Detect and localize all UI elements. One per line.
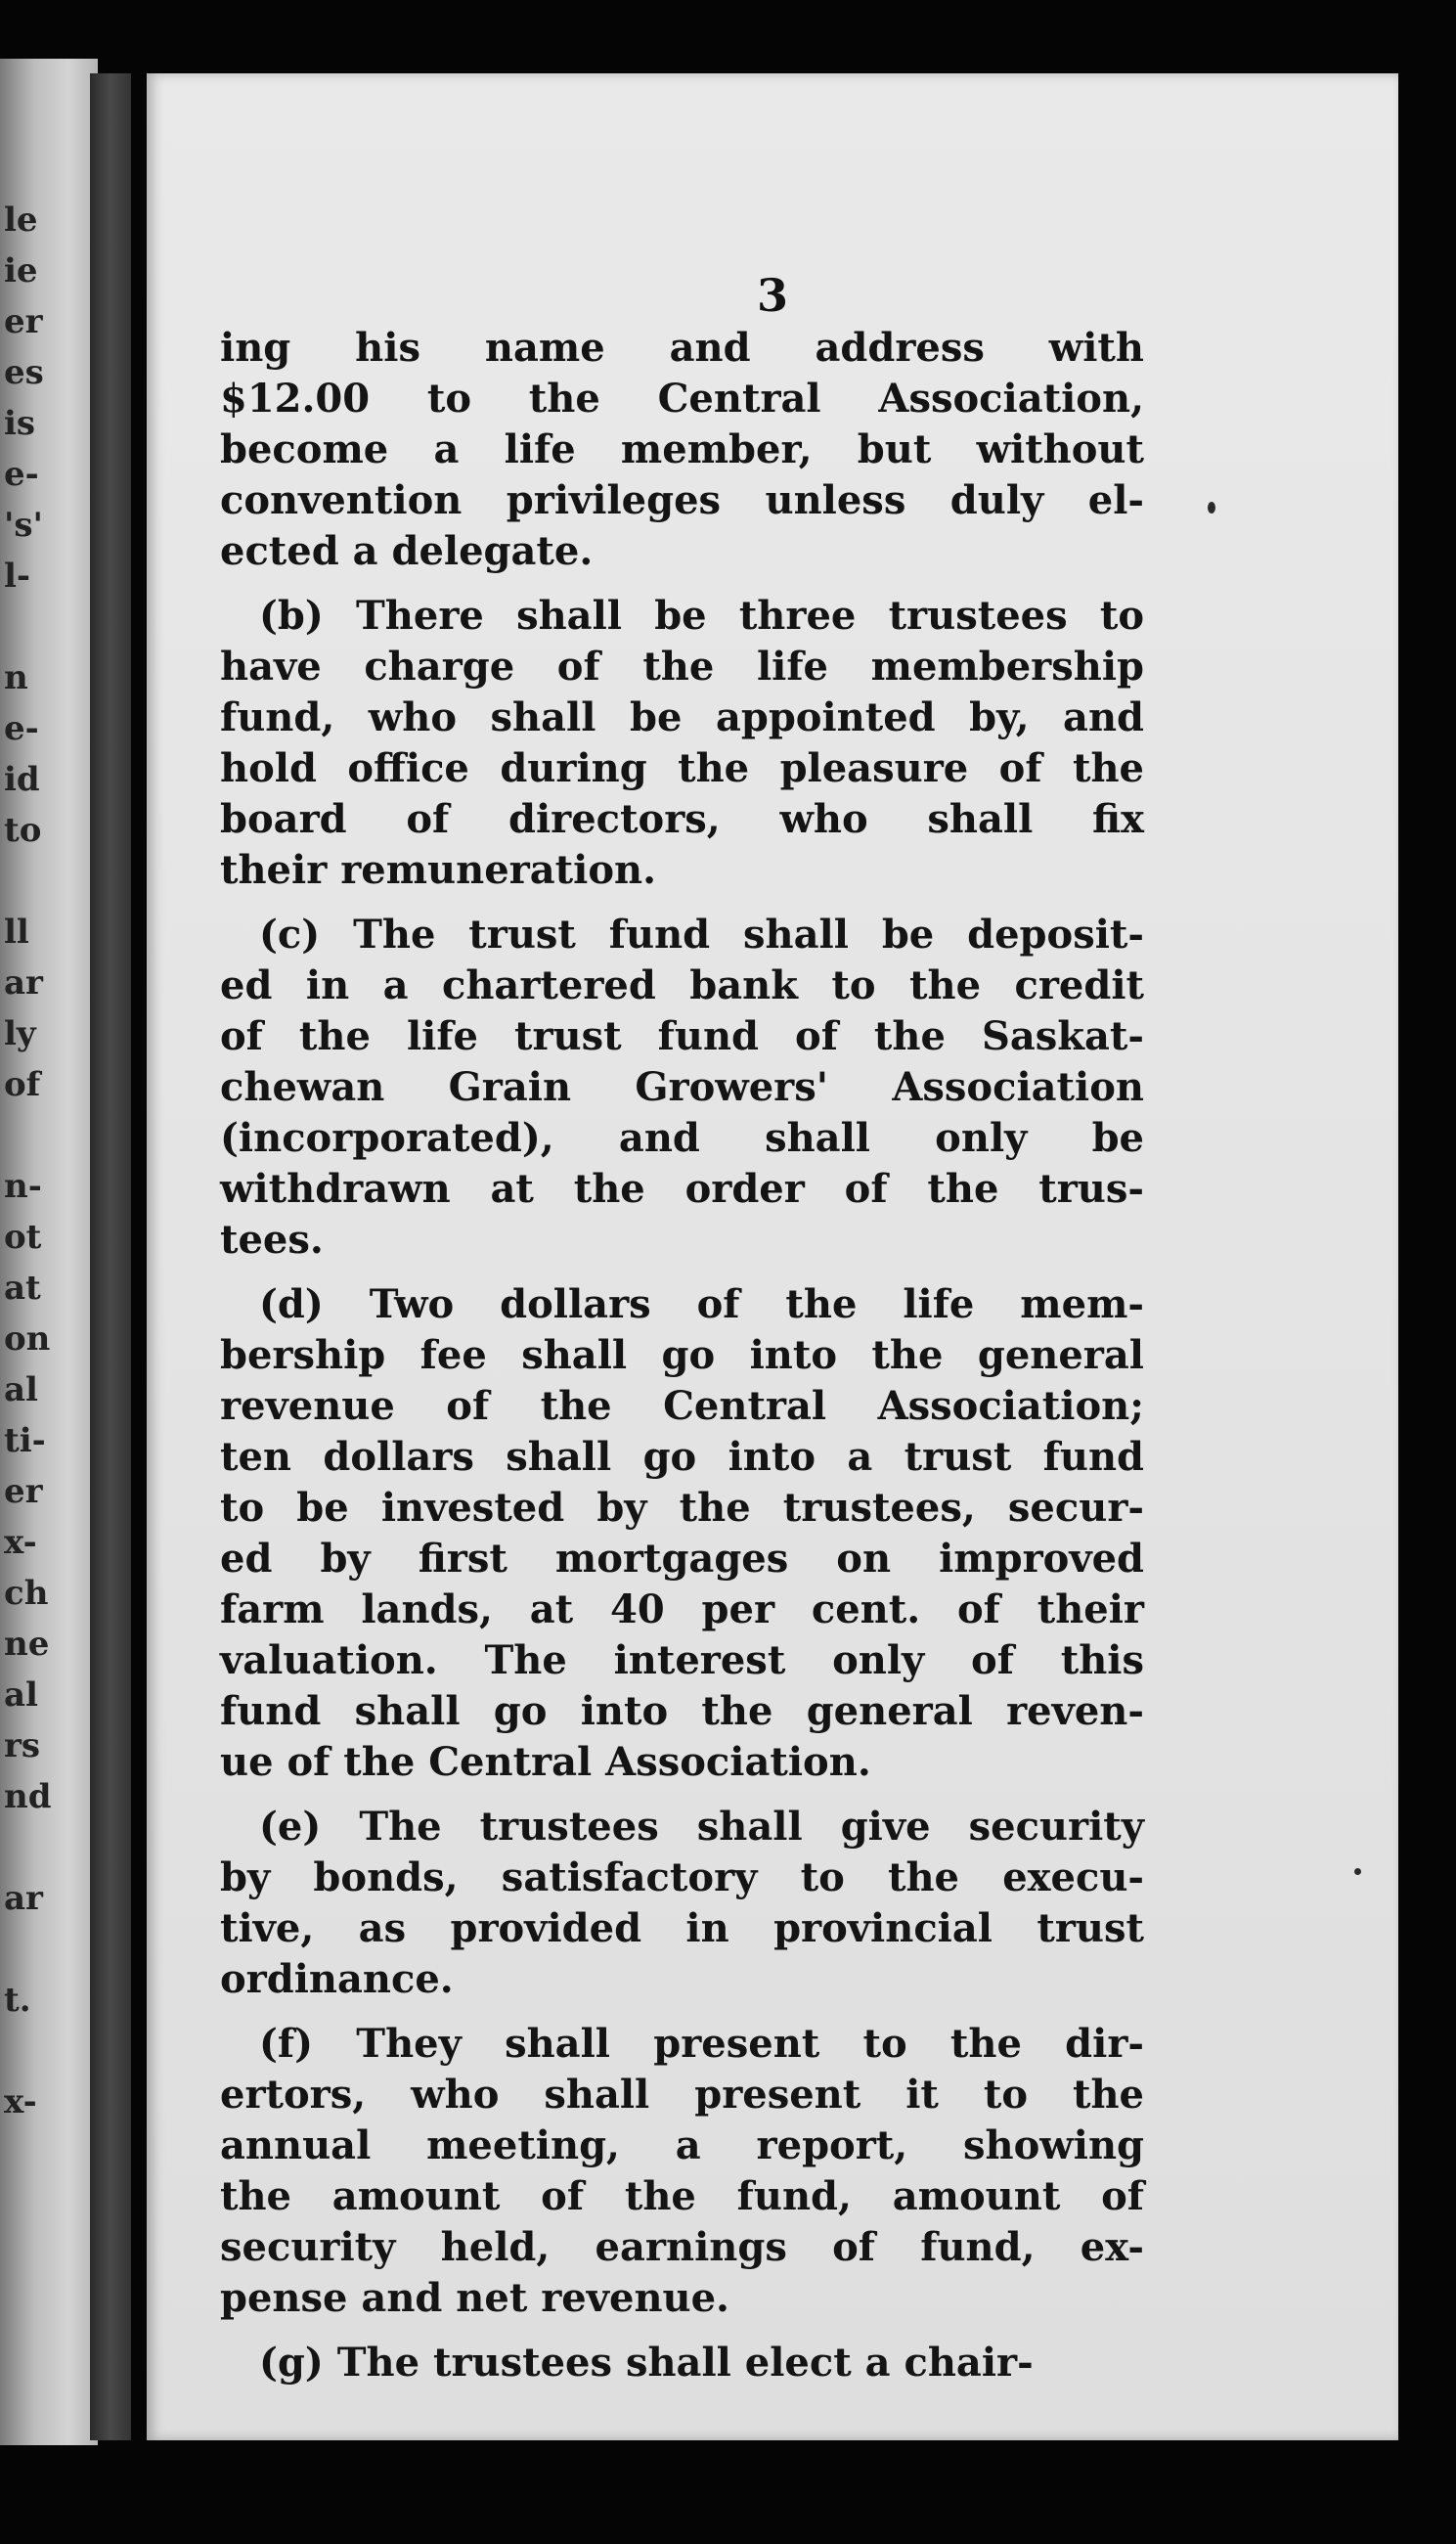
text-line: $12.00 to the Central Association, [220, 376, 1144, 422]
text-line: have charge of the life membership [220, 644, 1144, 690]
left-page-fragment: ch [4, 1574, 49, 1613]
text-line: convention privileges unless duly el- [220, 477, 1144, 523]
text-line: security held, earnings of fund, ex- [220, 2224, 1144, 2270]
paragraph-e [220, 1802, 1144, 2005]
left-page-fragment: at [4, 1269, 41, 1308]
text-line: (f) They shall present to the dir- [259, 2021, 1144, 2067]
text-line: board of directors, who shall fix [220, 796, 1144, 842]
book-gutter [90, 73, 131, 2440]
text-line: fund, who shall be appointed by, and [220, 694, 1144, 740]
left-page-fragment: on [4, 1319, 51, 1359]
text-line: (b) There shall be three trustees to [259, 593, 1144, 639]
left-page-fragment: n [4, 658, 28, 697]
text-line: ing his name and address with [220, 325, 1144, 371]
left-page-fragment: rs [4, 1726, 41, 1765]
page-number: 3 [756, 269, 788, 322]
left-page-fragment: ly [4, 1014, 36, 1053]
left-page-fragment: ar [4, 1879, 43, 1918]
left-page-fragment: 's' [4, 506, 43, 545]
text-line: (c) The trust fund shall be deposit- [259, 912, 1144, 958]
left-page-edge [0, 59, 98, 2445]
text-line: tees. [220, 1217, 324, 1263]
text-line: ected a delegate. [220, 528, 594, 574]
left-page-fragment: n- [4, 1167, 42, 1206]
left-page-fragment: ti- [4, 1421, 46, 1460]
left-page-fragment: nd [4, 1777, 52, 1816]
text-line: annual meeting, a report, showing [220, 2122, 1144, 2168]
left-page-fragment: is [4, 404, 36, 443]
text-line: chewan Grain Growers' Association [220, 1064, 1144, 1110]
text-line: (incorporated), and shall only be [220, 1115, 1144, 1161]
left-page-fragment: id [4, 760, 40, 799]
text-line: by bonds, satisfactory to the execu- [220, 1854, 1144, 1900]
text-line: their remuneration. [220, 847, 657, 893]
right-page [147, 73, 1398, 2440]
text-line: hold office during the pleasure of the [220, 745, 1144, 791]
text-line: fund shall go into the general reven- [220, 1688, 1144, 1734]
text-line: ten dollars shall go into a trust fund [220, 1434, 1144, 1480]
left-page-fragment: ar [4, 963, 43, 1003]
text-line: the amount of the fund, amount of [220, 2173, 1144, 2219]
text-line: to be invested by the trustees, secur- [220, 1485, 1144, 1531]
paragraph-f [220, 2019, 1144, 2324]
left-page-fragment: le [4, 201, 38, 240]
left-page-fragment: es [4, 353, 44, 392]
left-page-fragment: l- [4, 557, 31, 596]
left-page-fragment: er [4, 302, 43, 341]
text-line: bership fee shall go into the general [220, 1332, 1144, 1378]
text-line: (e) The trustees shall give security [259, 1804, 1144, 1850]
text-line: withdrawn at the order of the trus- [220, 1166, 1144, 1212]
text-line: ordinance. [220, 1956, 454, 2002]
left-page-fragment: al [4, 1675, 38, 1715]
paragraph-a-cont [220, 323, 1144, 577]
paragraph-d [220, 1279, 1144, 1788]
left-page-fragment: ie [4, 251, 38, 290]
ink-speck [1354, 1868, 1361, 1875]
text-line: ue of the Central Association. [220, 1739, 871, 1785]
text-line: valuation. The interest only of this [220, 1637, 1144, 1683]
paragraph-c [220, 910, 1144, 1266]
left-page-fragment: ll [4, 913, 29, 952]
text-line: (g) The trustees shall elect a chair- [259, 2340, 1034, 2386]
body-text [220, 323, 1144, 2402]
text-line: tive, as provided in provincial trust [220, 1905, 1144, 1951]
left-page-fragment: er [4, 1472, 43, 1511]
left-page-fragment: to [4, 811, 42, 850]
left-page-fragment: e- [4, 709, 39, 748]
ink-speck [1208, 502, 1215, 513]
left-page-fragment: t. [4, 1981, 31, 2020]
left-page-fragment: al [4, 1370, 38, 1409]
text-line: become a life member, but without [220, 426, 1144, 472]
left-page-fragment: e- [4, 455, 39, 494]
paragraph-g [220, 2338, 1144, 2388]
text-line: ed in a chartered bank to the credit [220, 962, 1144, 1008]
left-page-fragment: ne [4, 1625, 50, 1664]
left-page-fragment: ot [4, 1218, 42, 1257]
left-page-fragment: x- [4, 2082, 37, 2121]
text-line: of the life trust fund of the Saskat- [220, 1013, 1144, 1059]
text-line: ertors, who shall present it to the [220, 2072, 1144, 2118]
left-page-fragment: of [4, 1065, 41, 1104]
text-line: ed by first mortgages on improved [220, 1536, 1144, 1582]
text-line: (d) Two dollars of the life mem- [259, 1281, 1144, 1327]
text-line: pense and net revenue. [220, 2275, 729, 2321]
text-line: revenue of the Central Association; [220, 1383, 1144, 1429]
paragraph-b [220, 591, 1144, 896]
text-line: farm lands, at 40 per cent. of their [220, 1586, 1144, 1632]
left-page-fragment: x- [4, 1523, 37, 1562]
